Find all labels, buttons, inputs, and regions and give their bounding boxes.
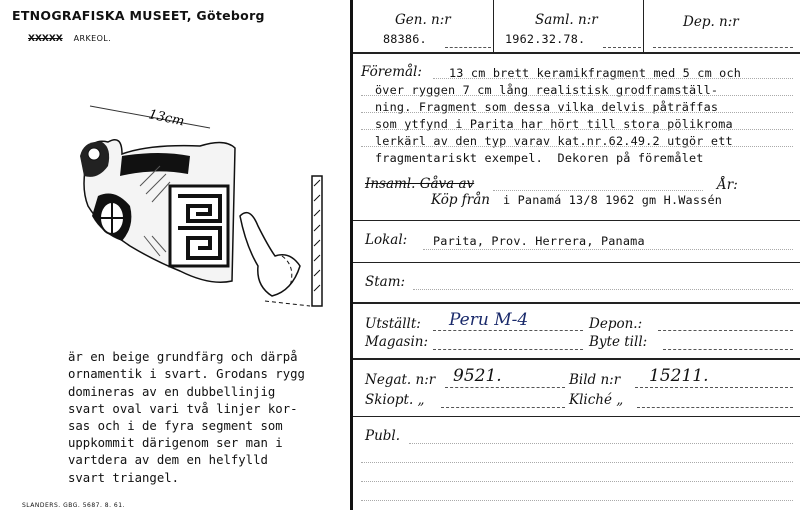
fill-line <box>433 78 793 79</box>
cell-divider <box>493 0 494 52</box>
fill-line <box>637 407 793 408</box>
utstallt-label: Utställt: <box>365 316 421 332</box>
museum-title: ETNOGRAFISKA MUSEET, Göteborg <box>12 8 265 23</box>
section-rule <box>353 416 800 417</box>
fill-line <box>361 481 793 482</box>
foremal-line: 13 cm brett keramikfragment med 5 cm och <box>449 66 742 80</box>
fill-line <box>441 407 565 408</box>
utstallt-value: Peru M-4 <box>449 310 529 330</box>
fill-line <box>361 129 793 130</box>
description-continuation <box>68 332 353 504</box>
foremal-line: som ytfynd i Parita har hört till stora pölikroma <box>375 117 733 131</box>
fill-line <box>413 289 793 290</box>
note-line: svart oval vari två linjer kor- <box>68 401 298 416</box>
fill-line <box>361 112 793 113</box>
fill-line <box>493 190 703 191</box>
kop-value: i Panamá 13/8 1962 gm H.Wassén <box>503 193 723 207</box>
printer-footer: SLANDERS. GBG. 5687. 8. 61. <box>22 502 125 509</box>
bild-value: 15211. <box>649 366 709 386</box>
foremal-line: lerkärl av den typ varav kat.nr.62.49.2 utgör ett <box>375 134 733 148</box>
fill-line <box>409 443 793 444</box>
section-rule <box>353 52 800 54</box>
section-rule <box>353 220 800 221</box>
note-line: sas och i de fyra segment som <box>68 419 283 434</box>
section-rule <box>353 302 800 304</box>
department-label: ARKEOL. <box>73 34 112 43</box>
note-line: ornamentik i svart. Grodans rygg <box>68 367 305 382</box>
saml-nr-value: 1962.32.78. <box>505 32 586 46</box>
fill-line <box>653 47 793 48</box>
ar-label: År: <box>717 177 738 193</box>
catalogue-card <box>353 0 800 522</box>
cell-divider <box>643 0 644 52</box>
note-line: uppkommit därigenom ser man i <box>68 436 283 451</box>
depon-label: Depon.: <box>589 316 643 332</box>
fill-line <box>361 462 793 463</box>
note-line: är en beige grundfärg och därpå <box>68 350 298 365</box>
magasin-label: Magasin: <box>365 334 429 350</box>
note-line: svart triangel. <box>68 470 180 485</box>
negat-label: Negat. n:r <box>365 372 436 388</box>
fill-line <box>603 47 641 48</box>
fill-line <box>423 249 793 250</box>
note-line: vartdera av dem en helfylld <box>68 453 268 468</box>
section-rule <box>353 262 800 263</box>
foremal-label: Föremål: <box>361 64 422 80</box>
fill-line <box>635 387 793 388</box>
fill-line <box>433 349 583 350</box>
foremal-line: ning. Fragment som dessa vilka delvis påträffas <box>375 100 719 114</box>
fill-line <box>663 349 793 350</box>
lokal-label: Lokal: <box>365 232 408 248</box>
publ-label: Publ. <box>365 428 401 444</box>
gen-nr-value: 88386. <box>383 32 427 46</box>
kop-label: Köp från <box>431 192 490 208</box>
foremal-line: fragmentariskt exempel. Dekoren på föremålet <box>375 151 704 165</box>
saml-nr-label: Saml. n:r <box>535 12 598 28</box>
skiopt-label: Skiopt. „ <box>365 392 425 408</box>
fill-line <box>361 500 793 501</box>
dep-nr-label: Dep. n:r <box>683 14 739 30</box>
section-rule <box>353 358 800 360</box>
insaml-struck-label: Insaml. Gåva av <box>365 176 475 192</box>
gen-nr-label: Gen. n:r <box>395 12 451 28</box>
negat-value: 9521. <box>453 366 502 386</box>
fill-line <box>433 330 583 331</box>
note-line: domineras av en dubbellinjig <box>68 384 276 399</box>
byte-label: Byte till: <box>589 334 648 350</box>
fill-line <box>361 95 793 96</box>
fill-line <box>658 330 793 331</box>
fill-line <box>445 387 565 388</box>
frog-fragment-drawing <box>60 96 360 326</box>
department-line <box>28 34 111 44</box>
measure-label: 13cm <box>147 107 186 130</box>
fill-line <box>445 47 491 48</box>
fill-line <box>361 146 793 147</box>
lokal-value: Parita, Prov. Herrera, Panama <box>433 234 645 248</box>
stam-label: Stam: <box>365 274 406 290</box>
kliche-label: Kliché „ <box>569 392 624 408</box>
department-struck: XXXXX <box>28 34 63 44</box>
foremal-line: över ryggen 7 cm lång realistisk grodframställ- <box>375 83 719 97</box>
bild-label: Bild n:r <box>569 372 621 388</box>
